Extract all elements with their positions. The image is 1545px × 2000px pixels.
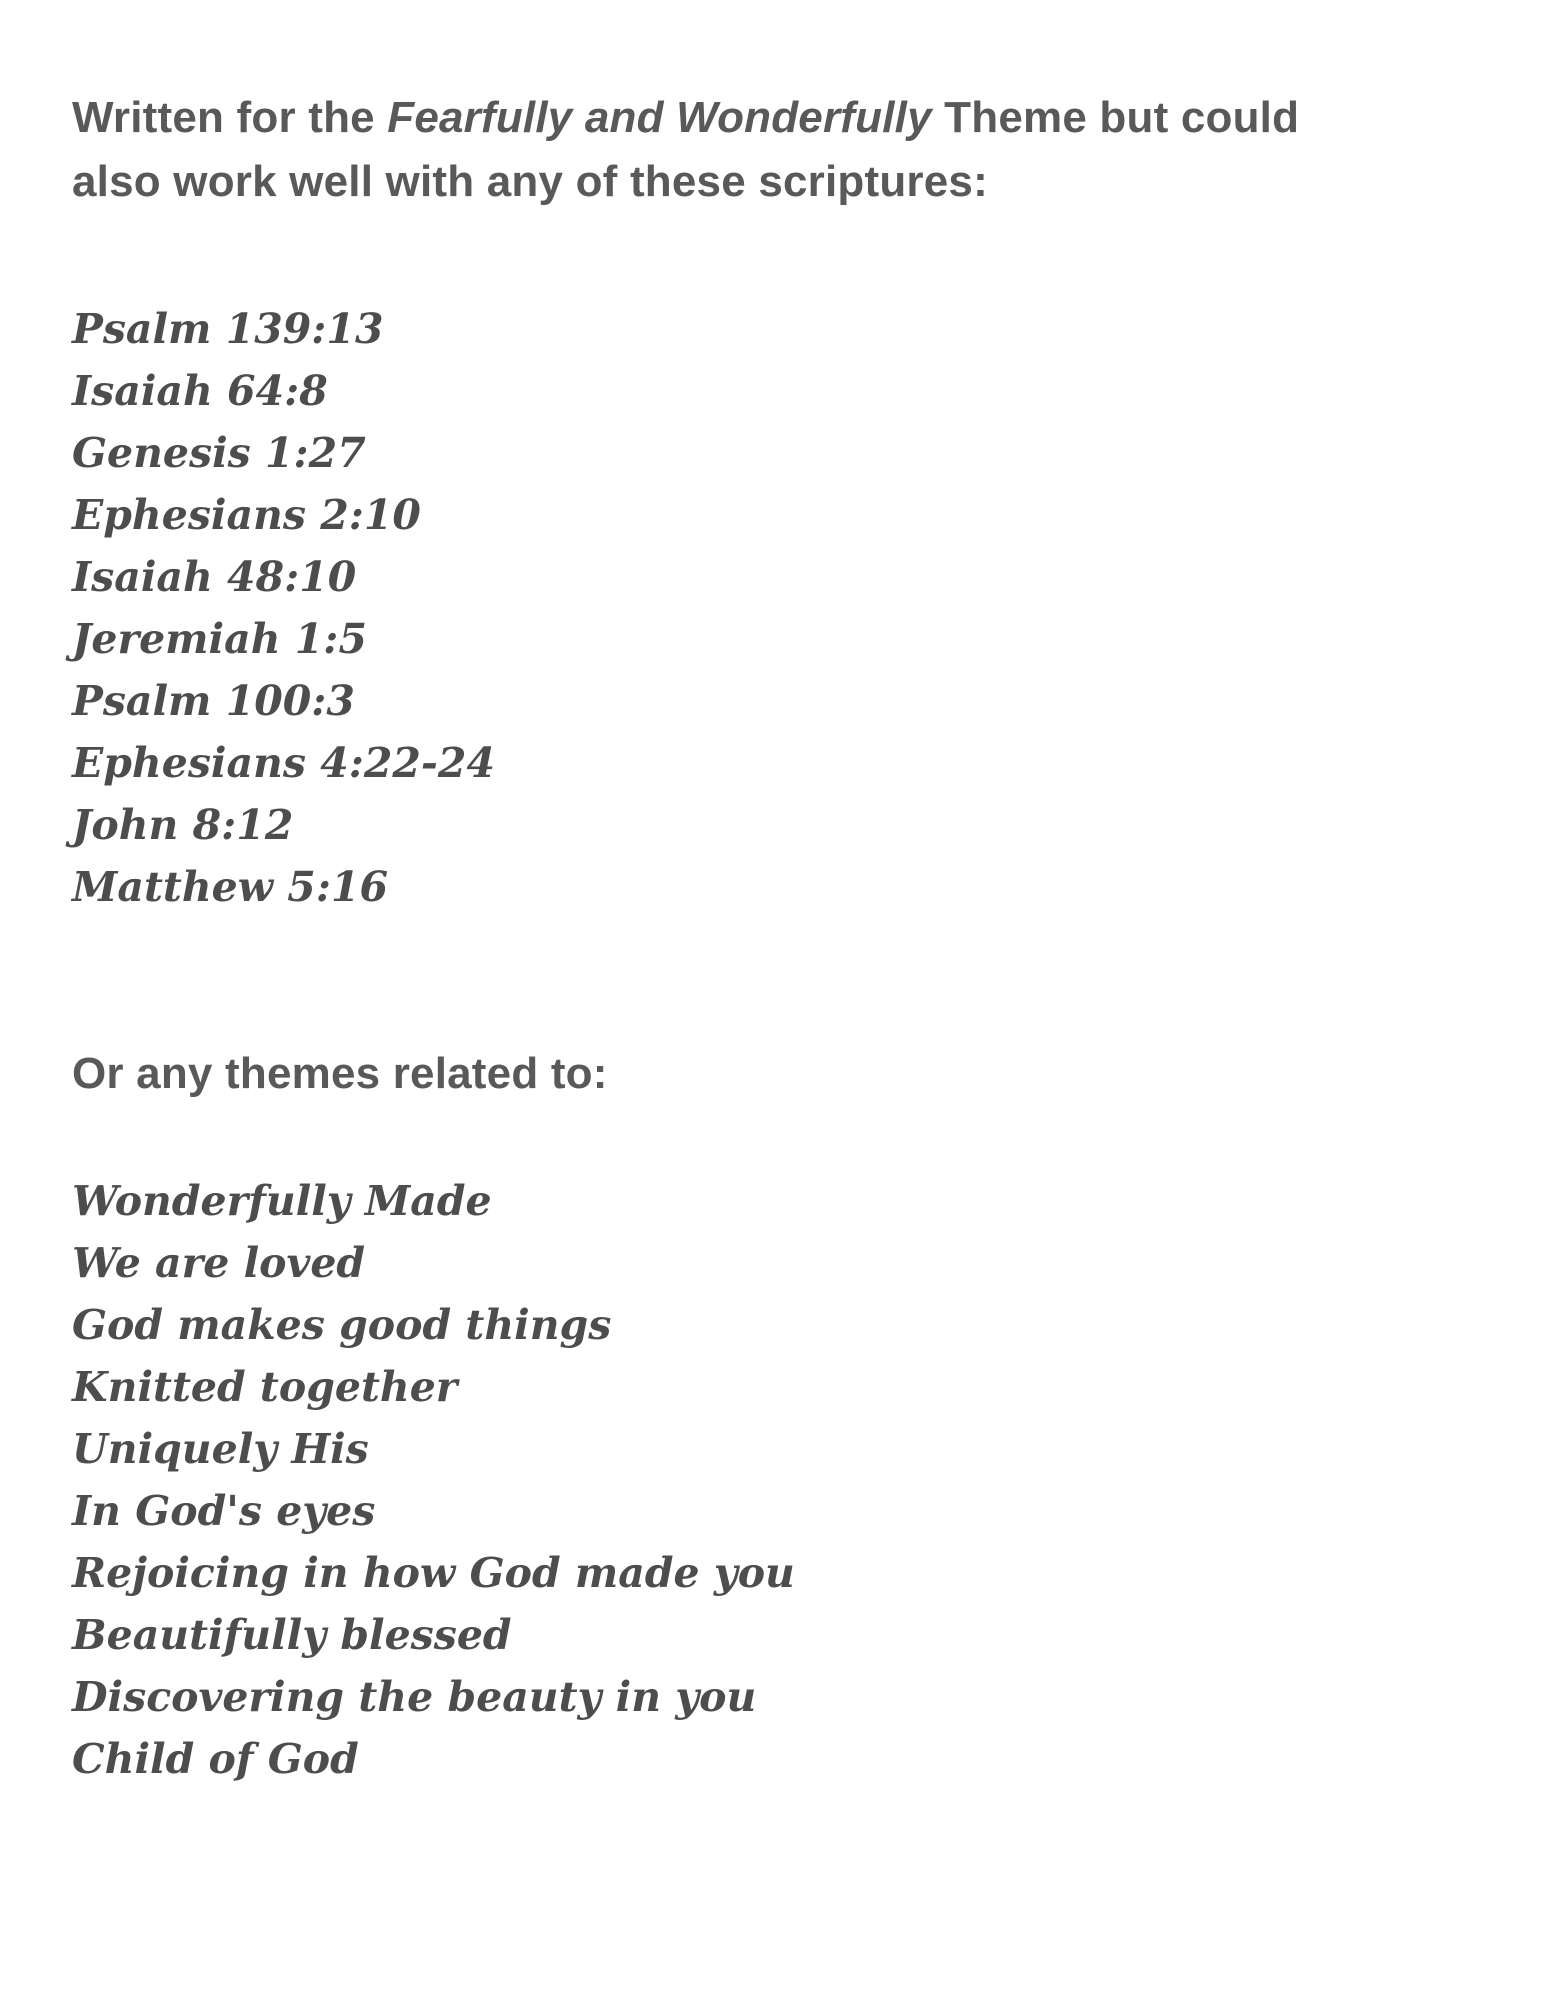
- themes-heading: Or any themes related to:: [72, 1049, 608, 1098]
- list-item: Wonderfully Made: [72, 1177, 492, 1225]
- list-item: Psalm 100:3: [72, 677, 355, 725]
- list-item: Genesis 1:27: [72, 429, 366, 477]
- list-item: Psalm 139:13: [72, 305, 384, 353]
- list-item: God makes good things: [72, 1301, 612, 1349]
- list-item: Ephesians 4:22-24: [72, 739, 495, 787]
- list-item: John 8:12: [72, 801, 294, 849]
- list-item: Knitted together: [72, 1363, 458, 1411]
- scripture-list: [72, 298, 1485, 918]
- list-item: Rejoicing in how God made you: [72, 1549, 795, 1597]
- intro-heading-emphasis: Fearfully and Wonderfully: [387, 93, 932, 142]
- intro-heading-suffix: Theme but could: [931, 93, 1300, 142]
- list-item: Beautifully blessed: [72, 1611, 512, 1659]
- intro-heading-line2: also work well with any of these scriptures:: [72, 157, 988, 206]
- list-item: Uniquely His: [72, 1425, 369, 1473]
- list-item: Isaiah 48:10: [72, 553, 357, 601]
- list-item: Isaiah 64:8: [72, 367, 328, 415]
- themes-list: [72, 1170, 1485, 1790]
- list-item: Child of God: [72, 1735, 359, 1783]
- list-item: Discovering the beauty in you: [72, 1673, 757, 1721]
- intro-heading: [72, 86, 1485, 214]
- list-item: Jeremiah 1:5: [72, 615, 367, 663]
- list-item: Matthew 5:16: [72, 863, 389, 911]
- list-item: Ephesians 2:10: [72, 491, 421, 539]
- list-item: In God's eyes: [72, 1487, 376, 1535]
- intro-heading-prefix: Written for the: [72, 93, 388, 142]
- list-item: We are loved: [72, 1239, 366, 1287]
